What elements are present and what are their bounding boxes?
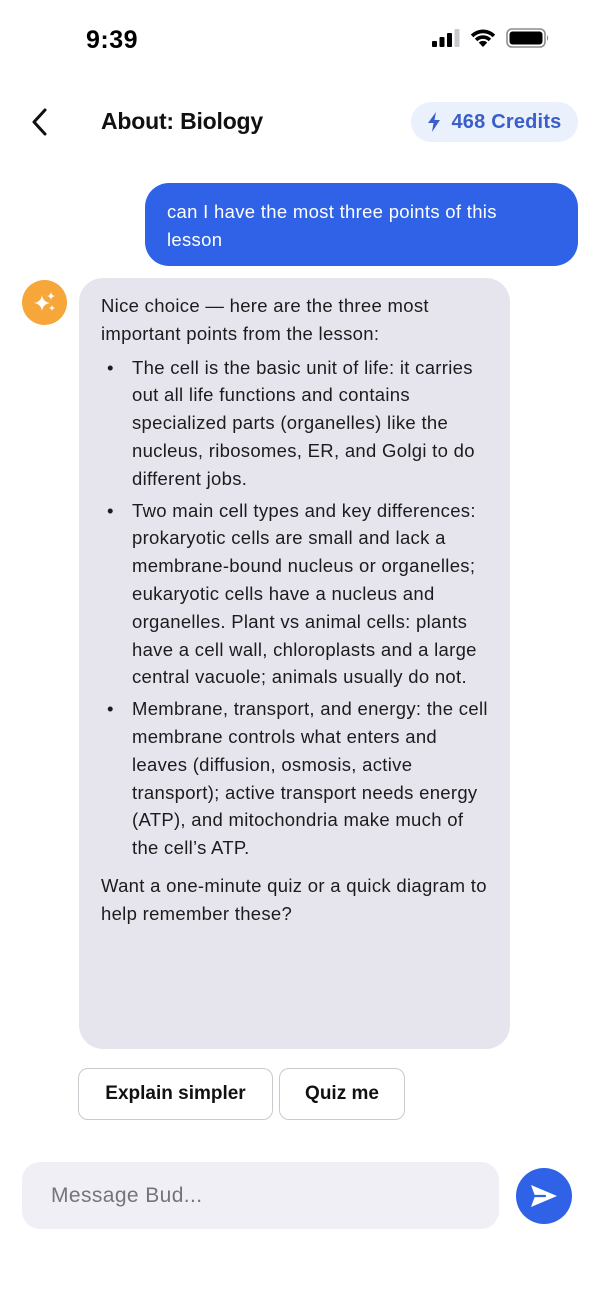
quiz-me-button[interactable]: Quiz me [279, 1068, 405, 1120]
battery-icon [506, 28, 550, 48]
list-item [101, 695, 488, 862]
header [0, 94, 600, 150]
wifi-icon [470, 28, 496, 48]
lightning-bolt-icon [427, 112, 441, 132]
explain-simpler-button[interactable]: Explain simpler [78, 1068, 273, 1120]
bullet: • [107, 698, 114, 720]
message-composer [22, 1162, 499, 1229]
message-input[interactable] [51, 1184, 499, 1208]
bullet: • [107, 356, 114, 378]
key-points-list [101, 354, 488, 862]
point-text: The cell is the basic unit of life: it carries out all life functions and contains specialized parts (organelles) like the nucleus, ribosomes, ER, and Golgi to do different jobs. [132, 356, 475, 489]
user-message-text: can I have the most three points of this lesson [167, 201, 497, 250]
list-item [101, 497, 488, 692]
status-time: 9:39 [86, 26, 139, 54]
credits-badge[interactable] [411, 102, 578, 142]
send-arrow-icon [529, 1183, 559, 1209]
status-icons [432, 28, 550, 48]
back-button[interactable] [20, 100, 60, 144]
send-button[interactable] [516, 1168, 572, 1224]
assistant-avatar [22, 280, 67, 325]
cellular-signal-icon [432, 29, 460, 47]
point-text: Membrane, transport, and energy: the cell membrane controls what enters and leaves (diffusion, osmosis, active transport); active transport needs energy (ATP), and mitochondria make much of the cell’s ATP. [132, 698, 488, 859]
sparkles-icon [32, 290, 58, 316]
credits-label: 468 Credits [451, 110, 562, 133]
page-title: About: Biology [101, 108, 263, 134]
user-message-bubble [145, 183, 578, 266]
point-text: Two main cell types and key differences: prokaryotic cells are small and lack a membrane-bound nucleus or organelles; eukaryotic cells have a nucleus and organelles. Plant vs animal cells: plants have a cell wall, chloroplasts and a large central vacuole; animals usually do not. [132, 499, 477, 688]
bullet: • [107, 499, 114, 521]
status-bar [0, 0, 600, 80]
assistant-outro: Want a one-minute quiz or a quick diagram to help remember these? [101, 874, 487, 924]
assistant-message-bubble [79, 278, 510, 1049]
assistant-intro: Nice choice — here are the three most important points from the lesson: [101, 295, 429, 344]
list-item [101, 354, 488, 493]
chevron-left-icon [30, 107, 50, 137]
